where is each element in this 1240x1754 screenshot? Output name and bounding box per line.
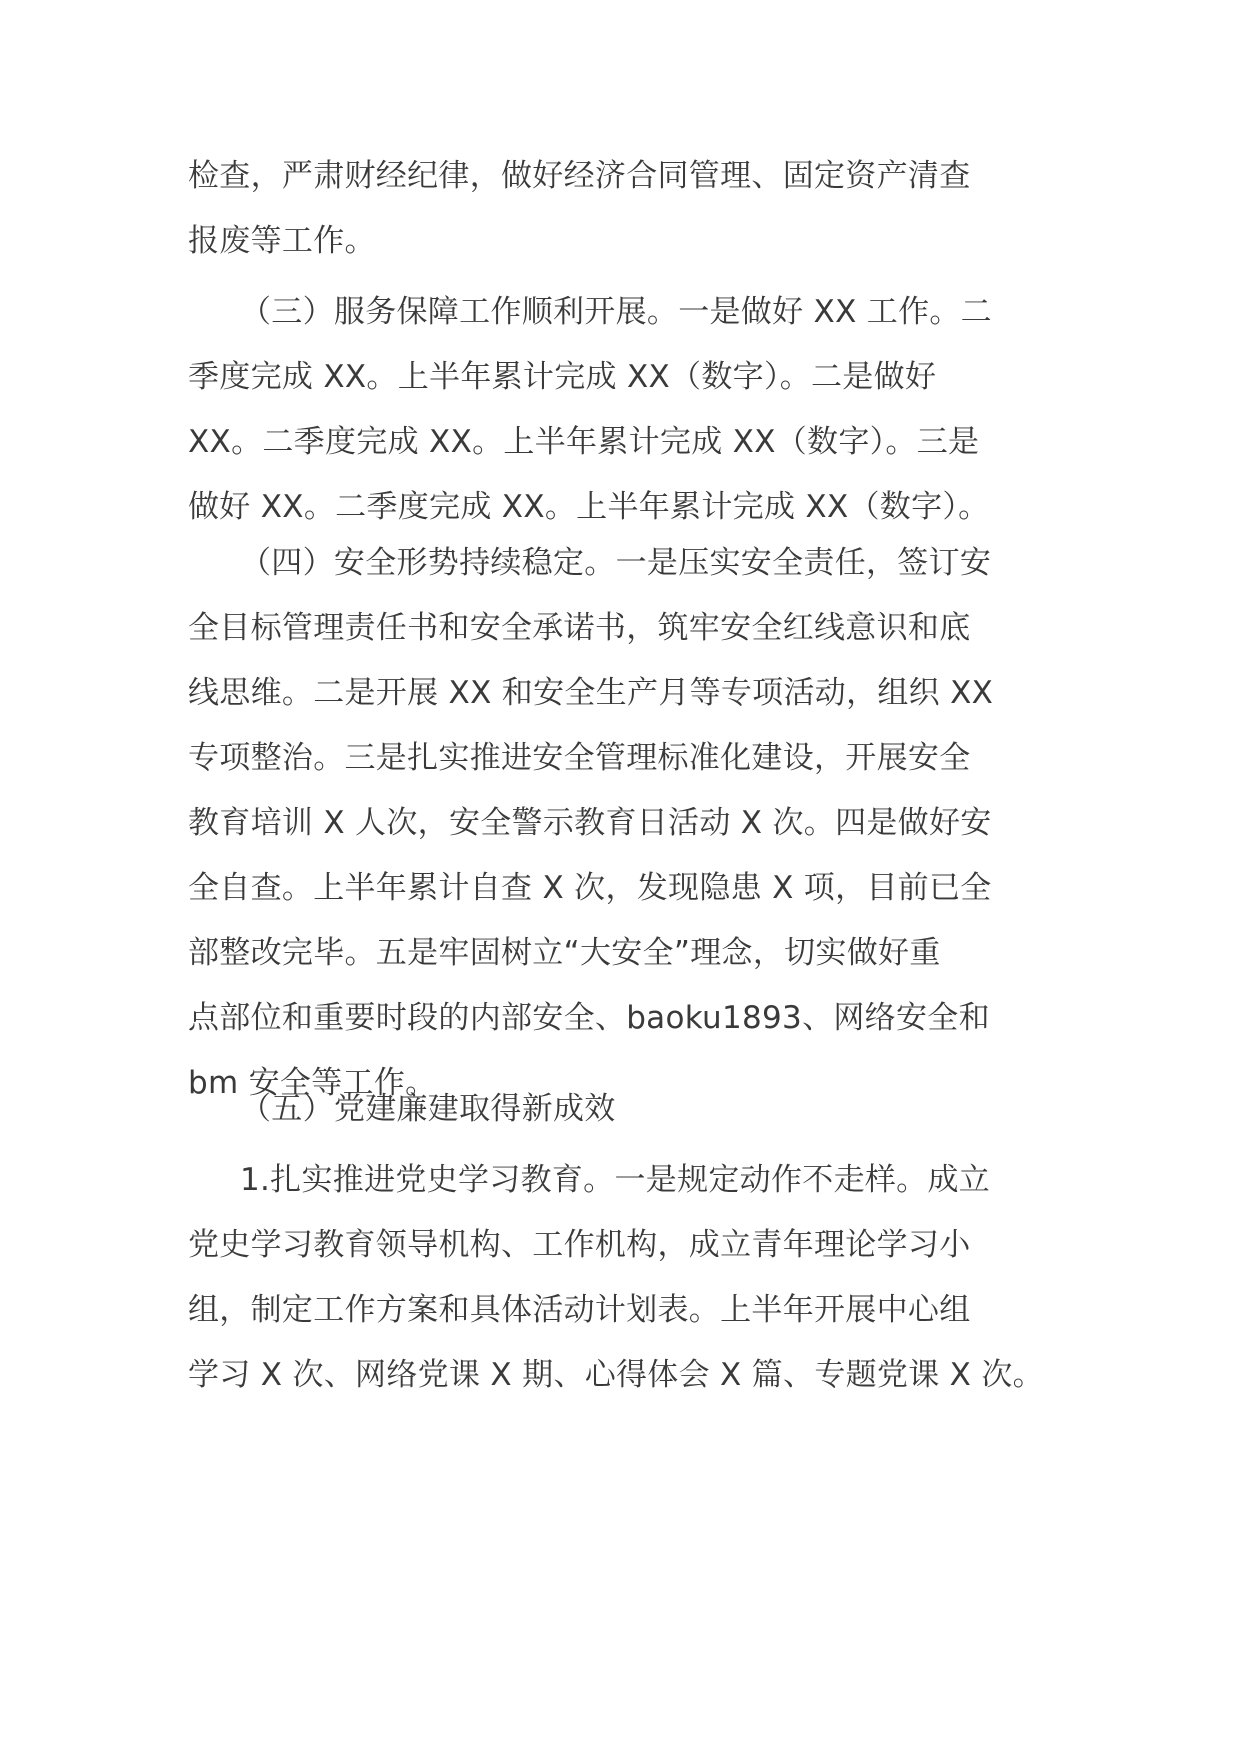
text-line: 党史学习教育领导机构、工作机构，成立青年理论学习小	[188, 1227, 971, 1263]
section-heading-line: （四）安全形势持续稳定。一是压实安全责任，签订安	[240, 545, 992, 581]
paragraph-party-history-study	[188, 1148, 1068, 1408]
text-line: 全目标管理责任书和安全承诺书，筑牢安全红线意识和底	[188, 610, 971, 646]
text-line: bm 安全等工作。	[188, 1065, 437, 1101]
paragraph-safety	[188, 531, 1068, 1116]
section-heading-line: （三）服务保障工作顺利开展。一是做好 XX 工作。二	[240, 294, 992, 330]
text-line: 部整改完毕。五是牢固树立“大安全”理念，切实做好重	[188, 935, 941, 971]
text-line: 季度完成 XX。上半年累计完成 XX（数字）。二是做好	[188, 359, 937, 395]
text-line: 专项整治。三是扎实推进安全管理标准化建设，开展安全	[188, 740, 971, 776]
paragraph-finance-continued	[188, 144, 1068, 274]
text-line: 点部位和重要时段的内部安全、baoku1893、网络安全和	[188, 1000, 990, 1036]
text-line: 全自查。上半年累计自查 X 次，发现隐患 X 项，目前已全	[188, 870, 992, 906]
text-line: 教育培训 X 人次，安全警示教育日活动 X 次。四是做好安	[188, 805, 992, 841]
section-heading-party-building	[188, 1077, 1068, 1142]
text-line: 线思维。二是开展 XX 和安全生产月等专项活动，组织 XX	[188, 675, 994, 711]
paragraph-service-support	[188, 280, 1068, 540]
text-line: XX。二季度完成 XX。上半年累计完成 XX（数字）。三是	[188, 424, 980, 460]
text-line: 做好 XX。二季度完成 XX。上半年累计完成 XX（数字）。	[188, 489, 990, 525]
text-line: 组，制定工作方案和具体活动计划表。上半年开展中心组	[188, 1292, 971, 1328]
text-line: 报废等工作。	[188, 223, 376, 259]
text-line: 学习 X 次、网络党课 X 期、心得体会 X 篇、专题党课 X 次。	[188, 1357, 1044, 1393]
numbered-item-line: 1.扎实推进党史学习教育。一是规定动作不走样。成立	[240, 1162, 991, 1198]
text-line: 检查，严肃财经纪律，做好经济合同管理、固定资产清查	[188, 158, 971, 194]
section-heading-line: （五）党建廉建取得新成效	[240, 1091, 616, 1127]
